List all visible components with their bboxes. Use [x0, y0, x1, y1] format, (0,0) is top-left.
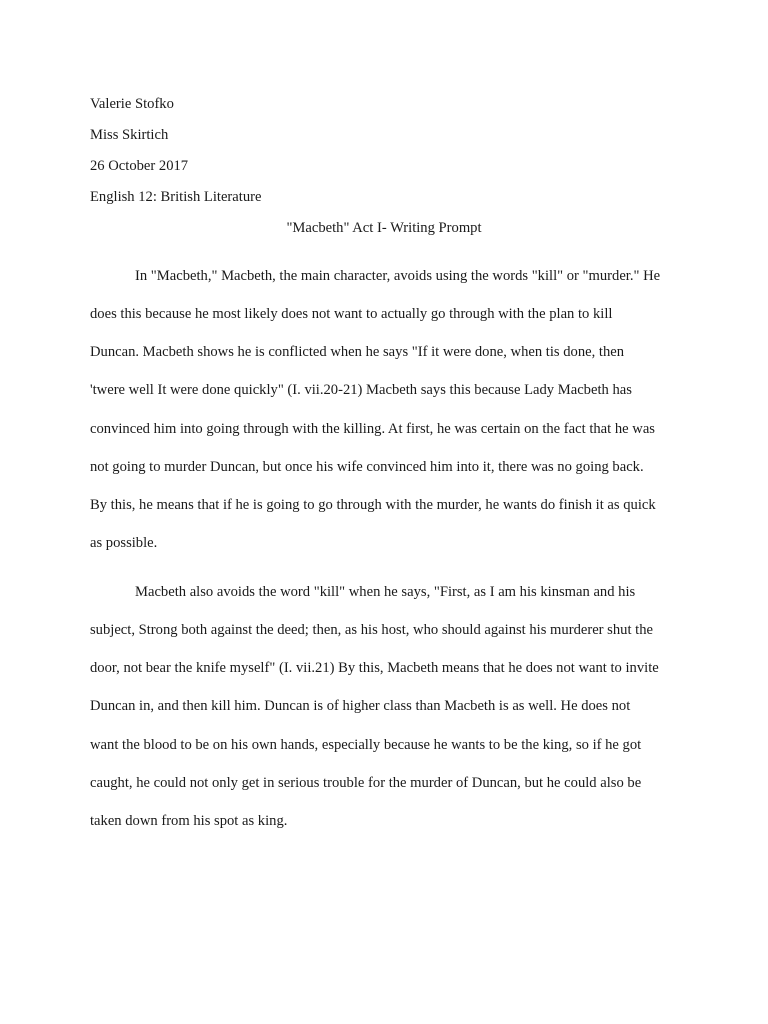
- paragraph-line: In "Macbeth," Macbeth, the main character, avoids using the words "kill" or "murder." He: [135, 268, 661, 284]
- paragraph-line: does this because he most likely does not want to actually go through with the plan to kill: [90, 306, 613, 322]
- essay-date: 26 October 2017: [90, 158, 189, 174]
- paragraph-line: want the blood to be on his own hands, especially because he wants to be the king, so if he got: [90, 737, 642, 753]
- paragraph-line: taken down from his spot as king.: [90, 813, 288, 829]
- paragraph-line: By this, he means that if he is going to go through with the murder, he wants do finish it as quick: [90, 497, 656, 513]
- teacher-name: Miss Skirtich: [90, 127, 169, 143]
- paragraph-line: door, not bear the knife myself" (I. vii.21) By this, Macbeth means that he does not want to invite: [90, 660, 659, 676]
- paragraph-line: not going to murder Duncan, but once his wife convinced him into it, there was no going back.: [90, 459, 644, 475]
- paragraph-line: convinced him into going through with the killing. At first, he was certain on the fact that he was: [90, 421, 655, 437]
- essay-title: "Macbeth" Act I- Writing Prompt: [286, 220, 482, 236]
- paragraph-line: Duncan in, and then kill him. Duncan is of higher class than Macbeth is as well. He does not: [90, 698, 631, 714]
- paragraph-line: caught, he could not only get in serious trouble for the murder of Duncan, but he could also be: [90, 775, 642, 791]
- course-name: English 12: British Literature: [90, 189, 262, 205]
- paragraph-line: as possible.: [90, 535, 158, 551]
- paragraph-line: Macbeth also avoids the word "kill" when he says, "First, as I am his kinsman and his: [135, 584, 636, 600]
- paragraph-line: subject, Strong both against the deed; then, as his host, who should against his murderer shut the: [90, 622, 653, 638]
- student-name: Valerie Stofko: [90, 96, 174, 112]
- paragraph-line: Duncan. Macbeth shows he is conflicted when he says "If it were done, when tis done, then: [90, 344, 625, 360]
- paragraph-line: 'twere well It were done quickly" (I. vii.20-21) Macbeth says this because Lady Macbeth has: [90, 382, 632, 398]
